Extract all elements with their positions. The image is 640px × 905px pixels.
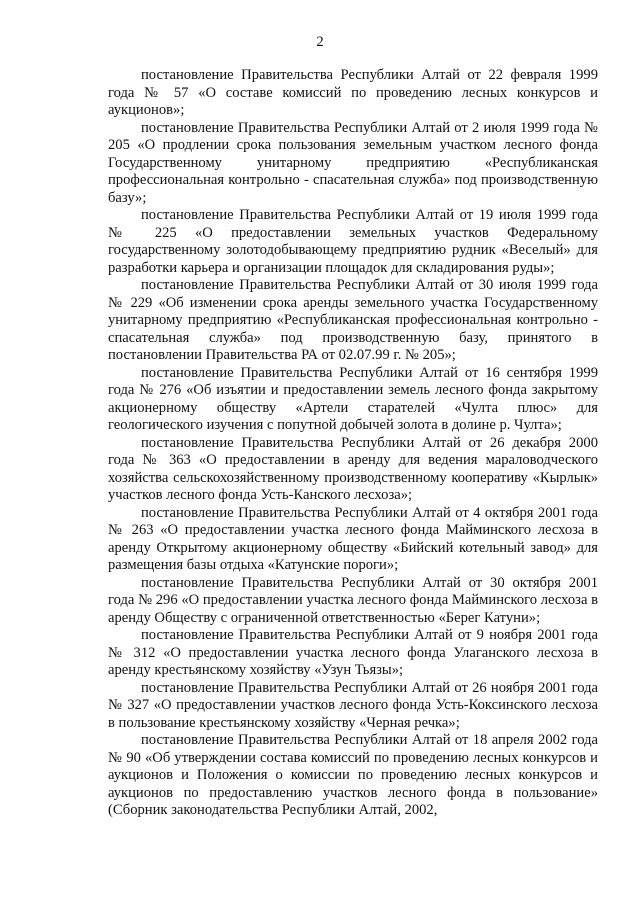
paragraph: постановление Правительства Республики Алтай от 16 сентября 1999 года № 276 «Об изъятии и предоставлении земель лесного фонда закрытому акционерному обществу «Артели старателей «Чулта плюс» для геологического изучения с попутной добычей золота в долине р. Чулта»; bbox=[108, 364, 598, 433]
document-body bbox=[108, 67, 598, 820]
paragraph: постановление Правительства Республики Алтай от 26 декабря 2000 года № 363 «О предоставлении в аренду для ведения мараловодческого хозяйства сельскохозяйственному производственному кооперативу «Кырлык» участков лесного фонда Усть-Канского лесхоза»; bbox=[108, 434, 598, 503]
paragraph: постановление Правительства Республики Алтай от 18 апреля 2002 года № 90 «Об утверждении состава комиссий по проведению лесных конкурсов и аукционов и Положения о комиссии по проведению лесных конкурсов и аукционов по предоставлению участков лесного фонда в пользование» (Сборник законодательства Республики Алтай, 2002, bbox=[108, 732, 598, 818]
paragraph: постановление Правительства Республики Алтай от 22 февраля 1999 года № 57 «О составе комиссий по проведению лесных конкурсов и аукционов»; bbox=[108, 67, 598, 118]
paragraph: постановление Правительства Республики Алтай от 4 октября 2001 года № 263 «О предоставлении участка лесного фонда Майминского лесхоза в аренду Открытому акционерному обществу «Бийский котельный завод» для размещения базы отдыха «Катунские пороги»; bbox=[108, 504, 598, 573]
paragraph: постановление Правительства Республики Алтай от 30 октября 2001 года № 296 «О предоставлении участка лесного фонда Майминского лесхоза в аренду Обществу с ограниченной ответственностью «Берег Катуни»; bbox=[108, 574, 598, 626]
paragraph: постановление Правительства Республики Алтай от 26 ноября 2001 года № 327 «О предоставлении участков лесного фонда Усть-Коксинского лесхоза в пользование крестьянскому хозяйству «Черная речка»; bbox=[108, 679, 598, 731]
paragraph: постановление Правительства Республики Алтай от 9 ноября 2001 года № 312 «О предоставлении участка лесного фонда Улаганского лесхоза в аренду крестьянскому хозяйству «Узун Тьязы»; bbox=[108, 627, 598, 678]
page-number: 2 bbox=[316, 34, 324, 50]
paragraph: постановление Правительства Республики Алтай от 30 июля 1999 года № 229 «Об изменении срока аренды земельного участка Государственному унитарному предприятию «Республиканская профессиональная контрольно - спасательная служба» под производственную базу, принятого в постановлении Правительства РА от 02.07.99 г. № 205»; bbox=[108, 277, 598, 363]
paragraph: постановление Правительства Республики Алтай от 19 июля 1999 года № 225 «О предоставлении земельных участков Федеральному государственному золотодобывающему предприятию рудник «Веселый» для разработки карьера и организации площадок для складирования руды»; bbox=[108, 207, 598, 276]
paragraph: постановление Правительства Республики Алтай от 2 июля 1999 года № 205 «О продлении срока пользования земельным участком лесного фонда Государственному унитарному предприятию «Республиканская профессиональная контрольно - спасательная служба» под производственную базу»; bbox=[108, 119, 598, 206]
